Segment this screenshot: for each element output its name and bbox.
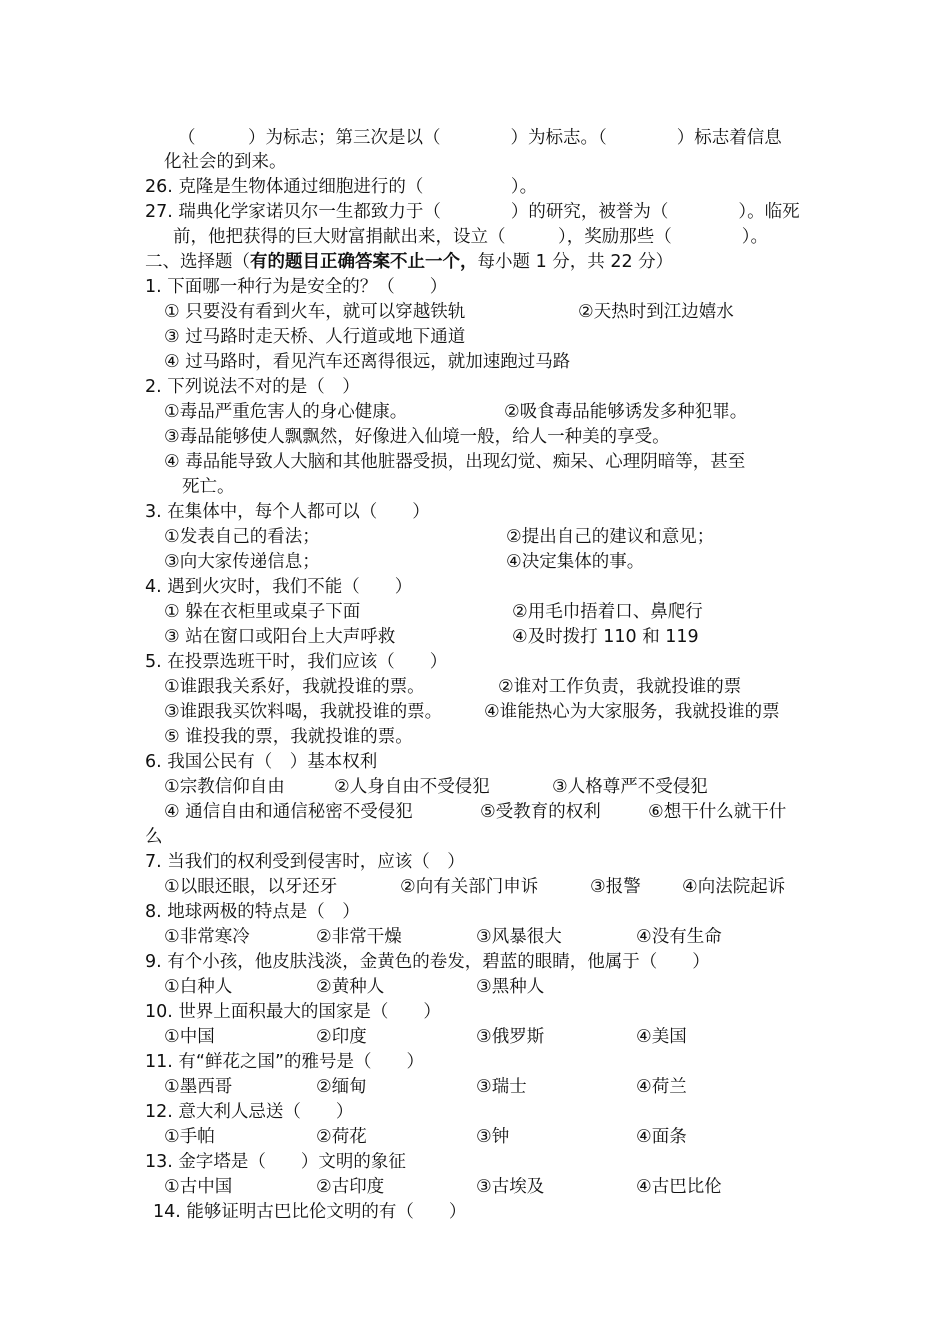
carry-line-1: （ ）为标志；第三次是以（ ）为标志。（ ）标志着信息 [178, 128, 782, 148]
option: ⑥想干什么就干什 [648, 802, 787, 822]
question-stem: 9. 有个小孩，他皮肤浅淡，金黄色的卷发，碧蓝的眼睛，他属于（ ） [145, 952, 710, 972]
option: ④没有生命 [636, 927, 722, 947]
option: ③俄罗斯 [476, 1027, 545, 1047]
question-stem: 1. 下面哪一种行为是安全的？（ ） [145, 277, 448, 297]
question-stem: 13. 金字塔是（ ）文明的象征 [145, 1152, 406, 1172]
option: ①墨西哥 [164, 1077, 233, 1097]
option: ③风暴很大 [476, 927, 562, 947]
option: ④ 通信自由和通信秘密不受侵犯 [164, 802, 413, 822]
question-stem: 5. 在投票选班干时，我们应该（ ） [145, 652, 448, 672]
option: ① 只要没有看到火车，就可以穿越铁轨 [164, 302, 466, 322]
option: ③瑞士 [476, 1077, 527, 1097]
option: ②古印度 [316, 1177, 385, 1197]
option: ①宗教信仰自由 [164, 777, 285, 797]
option: ②荷花 [316, 1127, 367, 1147]
section-heading: 二、选择题（有的题目正确答案不止一个，每小题 1 分，共 22 分） [145, 252, 674, 272]
option: ①以眼还眼，以牙还牙 [164, 877, 338, 897]
option: ②非常干燥 [316, 927, 402, 947]
option: ③钟 [476, 1127, 510, 1147]
option: ②人身自由不受侵犯 [334, 777, 490, 797]
option: ①发表自己的看法； [164, 527, 320, 547]
option: ②黄种人 [316, 977, 385, 997]
option: ④向法院起诉 [682, 877, 786, 897]
option: ②提出自己的建议和意见； [506, 527, 715, 547]
option: ②用毛巾捂着口、鼻爬行 [512, 602, 703, 622]
question-stem: 4. 遇到火灾时，我们不能（ ） [145, 577, 413, 597]
option: ④谁能热心为大家服务，我就投谁的票 [484, 702, 780, 722]
option: ③黑种人 [476, 977, 545, 997]
question-stem: 12. 意大利人忌送（ ） [145, 1102, 354, 1122]
option: ③谁跟我买饮料喝，我就投谁的票。 [164, 702, 443, 722]
option-cont: 么 [145, 827, 163, 847]
option: ②谁对工作负责，我就投谁的票 [498, 677, 742, 697]
fill-item-27: 27. 瑞典化学家诺贝尔一生都致力于（ ）的研究，被誉为（ ）。临死 [145, 202, 800, 222]
option: ②向有关部门申诉 [400, 877, 539, 897]
question-stem: 8. 地球两极的特点是（ ） [145, 902, 360, 922]
option: ④及时拨打 110 和 119 [512, 627, 699, 647]
question-stem: 14. 能够证明古巴比伦文明的有（ ） [153, 1202, 467, 1222]
option: ③ 站在窗口或阳台上大声呼救 [164, 627, 396, 647]
question-stem: 7. 当我们的权利受到侵害时，应该（ ） [145, 852, 465, 872]
option: ①古中国 [164, 1177, 233, 1197]
option: ⑤受教育的权利 [480, 802, 601, 822]
option: ②缅甸 [316, 1077, 367, 1097]
question-stem: 2. 下列说法不对的是（ ） [145, 377, 360, 397]
option: ②印度 [316, 1027, 367, 1047]
option: ①手帕 [164, 1127, 215, 1147]
option-cont: 死亡。 [182, 477, 235, 497]
option: ③向大家传递信息； [164, 552, 320, 572]
option: ①毒品严重危害人的身心健康。 [164, 402, 408, 422]
question-stem: 3. 在集体中，每个人都可以（ ） [145, 502, 430, 522]
option: ④面条 [636, 1127, 687, 1147]
option: ④荷兰 [636, 1077, 687, 1097]
option: ⑤ 谁投我的票，我就投谁的票。 [164, 727, 413, 747]
option: ②天热时到江边嬉水 [578, 302, 734, 322]
option: ③毒品能够使人飘飘然，好像进入仙境一般，给人一种美的享受。 [164, 427, 670, 447]
option: ④古巴比伦 [636, 1177, 722, 1197]
option: ②吸食毒品能够诱发多种犯罪。 [504, 402, 748, 422]
fill-item-27-cont: 前，他把获得的巨大财富捐献出来，设立（ ），奖励那些（ ）。 [173, 227, 768, 247]
option: ①非常寒冷 [164, 927, 250, 947]
option: ① 躲在衣柜里或桌子下面 [164, 602, 361, 622]
option: ①谁跟我关系好，我就投谁的票。 [164, 677, 425, 697]
option: ④决定集体的事。 [506, 552, 645, 572]
option: ③报警 [590, 877, 641, 897]
option: ①中国 [164, 1027, 215, 1047]
question-stem: 6. 我国公民有（ ）基本权利 [145, 752, 378, 772]
fill-item-26: 26. 克隆是生物体通过细胞进行的（ ）。 [145, 177, 538, 197]
option: ③人格尊严不受侵犯 [552, 777, 708, 797]
question-stem: 10. 世界上面积最大的国家是（ ） [145, 1002, 441, 1022]
option: ④美国 [636, 1027, 687, 1047]
carry-line-2: 化社会的到来。 [164, 152, 287, 172]
option: ③古埃及 [476, 1177, 545, 1197]
option: ④ 过马路时，看见汽车还离得很远，就加速跑过马路 [164, 352, 571, 372]
option: ③ 过马路时走天桥、人行道或地下通道 [164, 327, 466, 347]
option: ①白种人 [164, 977, 233, 997]
option: ④ 毒品能导致人大脑和其他脏器受损，出现幻觉、痴呆、心理阴暗等，甚至 [164, 452, 746, 472]
question-stem: 11. 有“鲜花之国”的雅号是（ ） [145, 1052, 425, 1072]
